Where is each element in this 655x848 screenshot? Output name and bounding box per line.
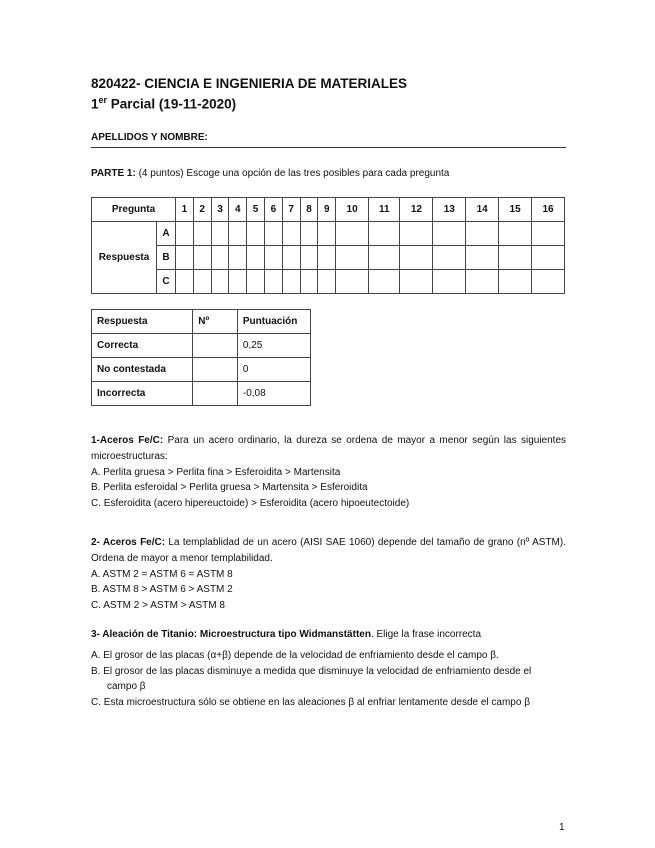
answer-cell[interactable] — [433, 222, 466, 246]
scoring-n[interactable] — [193, 358, 238, 382]
answer-cell[interactable] — [282, 270, 300, 294]
answer-cell[interactable] — [193, 246, 211, 270]
answer-cell[interactable] — [499, 222, 532, 246]
grid-option-label: B — [157, 246, 176, 270]
grid-question-number: 5 — [247, 198, 265, 222]
scoring-label: No contestada — [92, 358, 193, 382]
answer-cell[interactable] — [318, 222, 336, 246]
grid-question-number: 13 — [433, 198, 466, 222]
answer-cell[interactable] — [282, 246, 300, 270]
answer-cell[interactable] — [264, 270, 282, 294]
answer-cell[interactable] — [400, 246, 433, 270]
q3-title: 3- Aleación de Titanio: Microestructura tipo Widmanstätten — [91, 629, 371, 640]
answer-cell[interactable] — [176, 270, 194, 294]
exam-title — [91, 95, 236, 112]
q1-option-a: A. Perlita gruesa > Perlita fina > Esferoidita > Martensita — [91, 466, 341, 478]
grid-question-number: 12 — [400, 198, 433, 222]
answer-cell[interactable] — [300, 270, 318, 294]
part1-instructions — [91, 168, 449, 179]
answer-cell[interactable] — [400, 222, 433, 246]
q1-option-b: B. Perlita esferoidal > Perlita gruesa > Martensita > Esferoidita — [91, 482, 368, 494]
answer-cell[interactable] — [433, 270, 466, 294]
q3-option-a: A. El grosor de las placas (α+β) depende de la velocidad de enfriamiento desde el campo β. — [91, 649, 499, 661]
exam-date-title: Parcial (19-11-2020) — [107, 96, 237, 112]
answer-cell[interactable] — [193, 270, 211, 294]
exam-number: 1 — [91, 96, 99, 112]
answer-cell[interactable] — [532, 270, 565, 294]
answer-cell[interactable] — [229, 222, 247, 246]
answer-cell[interactable] — [318, 246, 336, 270]
answer-cell[interactable] — [264, 222, 282, 246]
grid-question-number: 7 — [282, 198, 300, 222]
q1-title: 1-Aceros Fe/C: — [91, 435, 164, 446]
grid-question-number: 3 — [211, 198, 229, 222]
answer-cell[interactable] — [466, 222, 499, 246]
scoring-table — [91, 309, 311, 406]
scoring-row — [92, 382, 311, 406]
answer-cell[interactable] — [247, 246, 265, 270]
answer-cell[interactable] — [211, 270, 229, 294]
exam-number-suffix: er — [98, 95, 108, 105]
grid-question-header: Pregunta — [92, 198, 176, 222]
answer-cell[interactable] — [176, 246, 194, 270]
scoring-n[interactable] — [193, 334, 238, 358]
course-title: 820422- CIENCIA E INGENIERIA DE MATERIALES — [91, 76, 408, 91]
answer-cell[interactable] — [282, 222, 300, 246]
answer-cell[interactable] — [400, 270, 433, 294]
answer-cell[interactable] — [336, 246, 369, 270]
q3-option-c: C. Esta microestructura sólo se obtiene en las aleaciones β al enfriar lentamente desde el campo β — [91, 697, 530, 709]
answer-cell[interactable] — [193, 222, 211, 246]
q2-option-c: C. ASTM 2 > ASTM > ASTM 8 — [91, 600, 225, 612]
page-number: 1 — [559, 822, 565, 833]
question-3 — [91, 627, 566, 711]
scoring-row — [92, 358, 311, 382]
scoring-header: Puntuación — [237, 310, 310, 334]
answer-cell[interactable] — [433, 246, 466, 270]
grid-question-number: 11 — [369, 198, 400, 222]
q3-option-b-cont: campo β — [107, 681, 146, 693]
answer-grid — [91, 197, 565, 294]
answer-cell[interactable] — [247, 222, 265, 246]
q3-option-b: B. El grosor de las placas disminuye a medida que disminuye la velocidad de enfriamiento desde el — [91, 665, 532, 677]
scoring-score: 0,25 — [237, 334, 310, 358]
part1-label: PARTE 1: — [91, 168, 136, 179]
question-2 — [91, 535, 566, 614]
grid-question-number: 16 — [532, 198, 565, 222]
answer-cell[interactable] — [499, 270, 532, 294]
answer-cell[interactable] — [466, 246, 499, 270]
scoring-score: -0,08 — [237, 382, 310, 406]
answer-cell[interactable] — [300, 222, 318, 246]
answer-cell[interactable] — [532, 246, 565, 270]
answer-cell[interactable] — [211, 222, 229, 246]
q3-text: . Elige la frase incorrecta — [370, 629, 482, 640]
answer-cell[interactable] — [369, 270, 400, 294]
scoring-label: Correcta — [92, 334, 193, 358]
answer-cell[interactable] — [466, 270, 499, 294]
grid-question-number: 4 — [229, 198, 247, 222]
answer-cell[interactable] — [300, 246, 318, 270]
part1-text: (4 puntos) Escoge una opción de las tres posibles para cada pregunta — [135, 168, 450, 179]
grid-option-label: C — [157, 270, 176, 294]
grid-question-number: 14 — [466, 198, 499, 222]
scoring-header: Respuesta — [92, 310, 193, 334]
answer-cell[interactable] — [264, 246, 282, 270]
answer-cell[interactable] — [229, 270, 247, 294]
scoring-n[interactable] — [193, 382, 238, 406]
answer-cell[interactable] — [176, 222, 194, 246]
answer-cell[interactable] — [211, 246, 229, 270]
answer-cell[interactable] — [336, 222, 369, 246]
scoring-row — [92, 334, 311, 358]
grid-answer-header: Respuesta — [92, 222, 157, 294]
answer-cell[interactable] — [318, 270, 336, 294]
scoring-label: Incorrecta — [92, 382, 193, 406]
grid-question-number: 8 — [300, 198, 318, 222]
grid-question-number: 15 — [499, 198, 532, 222]
q2-text: La templablidad de un acero (AISI SAE 1060) depende del tamaño de grano (nº ASTM). Ordena de mayor a menor templabilidad. — [91, 537, 566, 564]
answer-cell[interactable] — [336, 270, 369, 294]
grid-option-label: A — [157, 222, 176, 246]
grid-question-number: 2 — [193, 198, 211, 222]
answer-cell[interactable] — [532, 222, 565, 246]
q1-option-c: C. Esferoidita (acero hipereuctoide) > Esferoidita (acero hipoeutectoide) — [91, 498, 410, 510]
scoring-score: 0 — [237, 358, 310, 382]
answer-cell[interactable] — [369, 222, 400, 246]
grid-question-number: 6 — [264, 198, 282, 222]
q2-title: 2- Aceros Fe/C: — [91, 537, 166, 548]
grid-question-number: 9 — [318, 198, 336, 222]
q2-option-a: A. ASTM 2 = ASTM 6 = ASTM 8 — [91, 568, 233, 580]
q1-text: Para un acero ordinario, la dureza se ordena de mayor a menor según las siguientes microestructuras: — [91, 435, 567, 462]
question-1 — [91, 433, 566, 512]
q2-option-b: B. ASTM 8 > ASTM 6 > ASTM 2 — [91, 584, 233, 596]
answer-cell[interactable] — [229, 246, 247, 270]
answer-cell[interactable] — [369, 246, 400, 270]
grid-question-number: 1 — [176, 198, 194, 222]
grid-question-number: 10 — [336, 198, 369, 222]
scoring-header: Nº — [193, 310, 238, 334]
name-field-label: APELLIDOS Y NOMBRE: — [91, 132, 566, 148]
answer-cell[interactable] — [499, 246, 532, 270]
answer-cell[interactable] — [247, 270, 265, 294]
